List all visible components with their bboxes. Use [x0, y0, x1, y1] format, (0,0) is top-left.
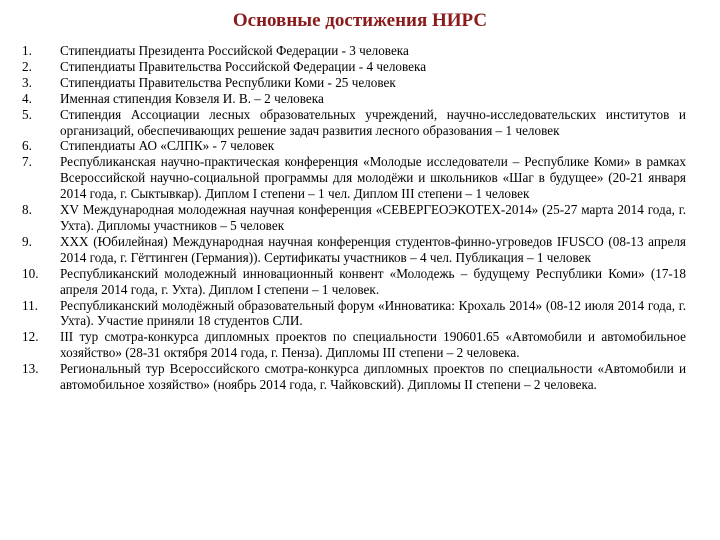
list-item-number: 7. — [22, 154, 32, 170]
list-item — [22, 202, 686, 234]
list-item — [22, 361, 686, 393]
list-item-number: 6. — [22, 138, 32, 154]
list-item-number: 4. — [22, 90, 32, 106]
list-item-number: 12. — [22, 329, 39, 345]
list-item — [22, 266, 686, 298]
list-item-number: 3. — [22, 74, 32, 90]
list-item-text: Республиканский молодежный инновационный конвент «Молодежь – будущему Республики Коми» (17-18 апреля 2014 года, г. Ухта). Диплом I степени – 1 человек. — [60, 265, 686, 297]
list-item — [22, 91, 686, 107]
list-item — [22, 107, 686, 139]
list-item — [22, 59, 686, 75]
list-item-text: Региональный тур Всероссийского смотра-конкурса дипломных проектов по специальности «Автомобили и автомобильное хозяйство» (ноябрь 2014 года, г. Чайковский). Дипломы II степени – 2 человека. — [60, 361, 686, 393]
list-item — [22, 43, 686, 59]
list-item-text: Стипендиаты Правительства Российской Федерации - 4 человека — [60, 58, 427, 74]
list-item — [22, 298, 686, 330]
list-item-number: 1. — [22, 43, 32, 58]
list-item — [22, 154, 686, 202]
list-item — [22, 329, 686, 361]
list-item-text: Стипендия Ассоциации лесных образовательных учреждений, научно-исследовательских институтов и организаций, обеспечивающих решение задач развития лесного образования – 1 человек — [60, 106, 686, 138]
list-item-text: Стипендиаты Президента Российской Федерации - 3 человека — [60, 43, 409, 58]
list-item-text: Стипендиаты АО «СЛПК» - 7 человек — [60, 138, 275, 154]
achievements-list — [22, 43, 686, 393]
page-title: Основные достижения НИРС — [232, 10, 488, 31]
list-item-number: 13. — [22, 361, 39, 377]
list-item — [22, 138, 686, 154]
list-item-text: Именная стипендия Ковзеля И. В. – 2 человека — [60, 90, 324, 106]
list-item-number: 11. — [22, 297, 38, 313]
list-item-number: 5. — [22, 106, 32, 122]
list-item-text: Республиканская научно-практическая конференция «Молодые исследователи – Республике Коми» в рамках Всероссийской научно-социальной программы для молодёжи и школьников «Шаг в будущее» (20-21 января 2014 года, г. Сыктывкар). Диплом I степени – 1 чел. Диплом III степени – 1 человек — [60, 154, 686, 202]
list-item-number: 9. — [22, 233, 32, 249]
list-item-text: III тур смотра-конкурса дипломных проектов по специальности 190601.65 «Автомобили и автомобильное хозяйство» (28-31 октября 2014 года, г. Пенза). Дипломы III степени – 2 человека. — [60, 329, 686, 361]
list-item-number: 10. — [22, 265, 39, 281]
list-item — [22, 75, 686, 91]
list-item-number: 2. — [22, 58, 32, 74]
list-item-text: XV Международная молодежная научная конференция «СЕВЕРГЕОЭКОТЕХ-2014» (25-27 марта 2014 года, г. Ухта). Дипломы участников – 5 человек — [60, 202, 686, 233]
list-item-text: XXX (Юбилейная) Международная научная конференция студентов-финно-угроведов IFUSCO (08-13 апреля 2014 года, г. Гёттинген (Германия)). Сертификаты участников – 4 чел. Публикация – 1 человек — [60, 233, 686, 265]
list-item-text: Республиканский молодёжный образовательный форум «Инноватика: Крохаль 2014» (08-12 июля 2014 года, г. Ухта). Участие приняли 18 студентов СЛИ. — [60, 297, 686, 329]
list-item-text: Стипендиаты Правительства Республики Коми - 25 человек — [60, 74, 396, 90]
list-item — [22, 234, 686, 266]
list-item-number: 8. — [22, 202, 32, 218]
